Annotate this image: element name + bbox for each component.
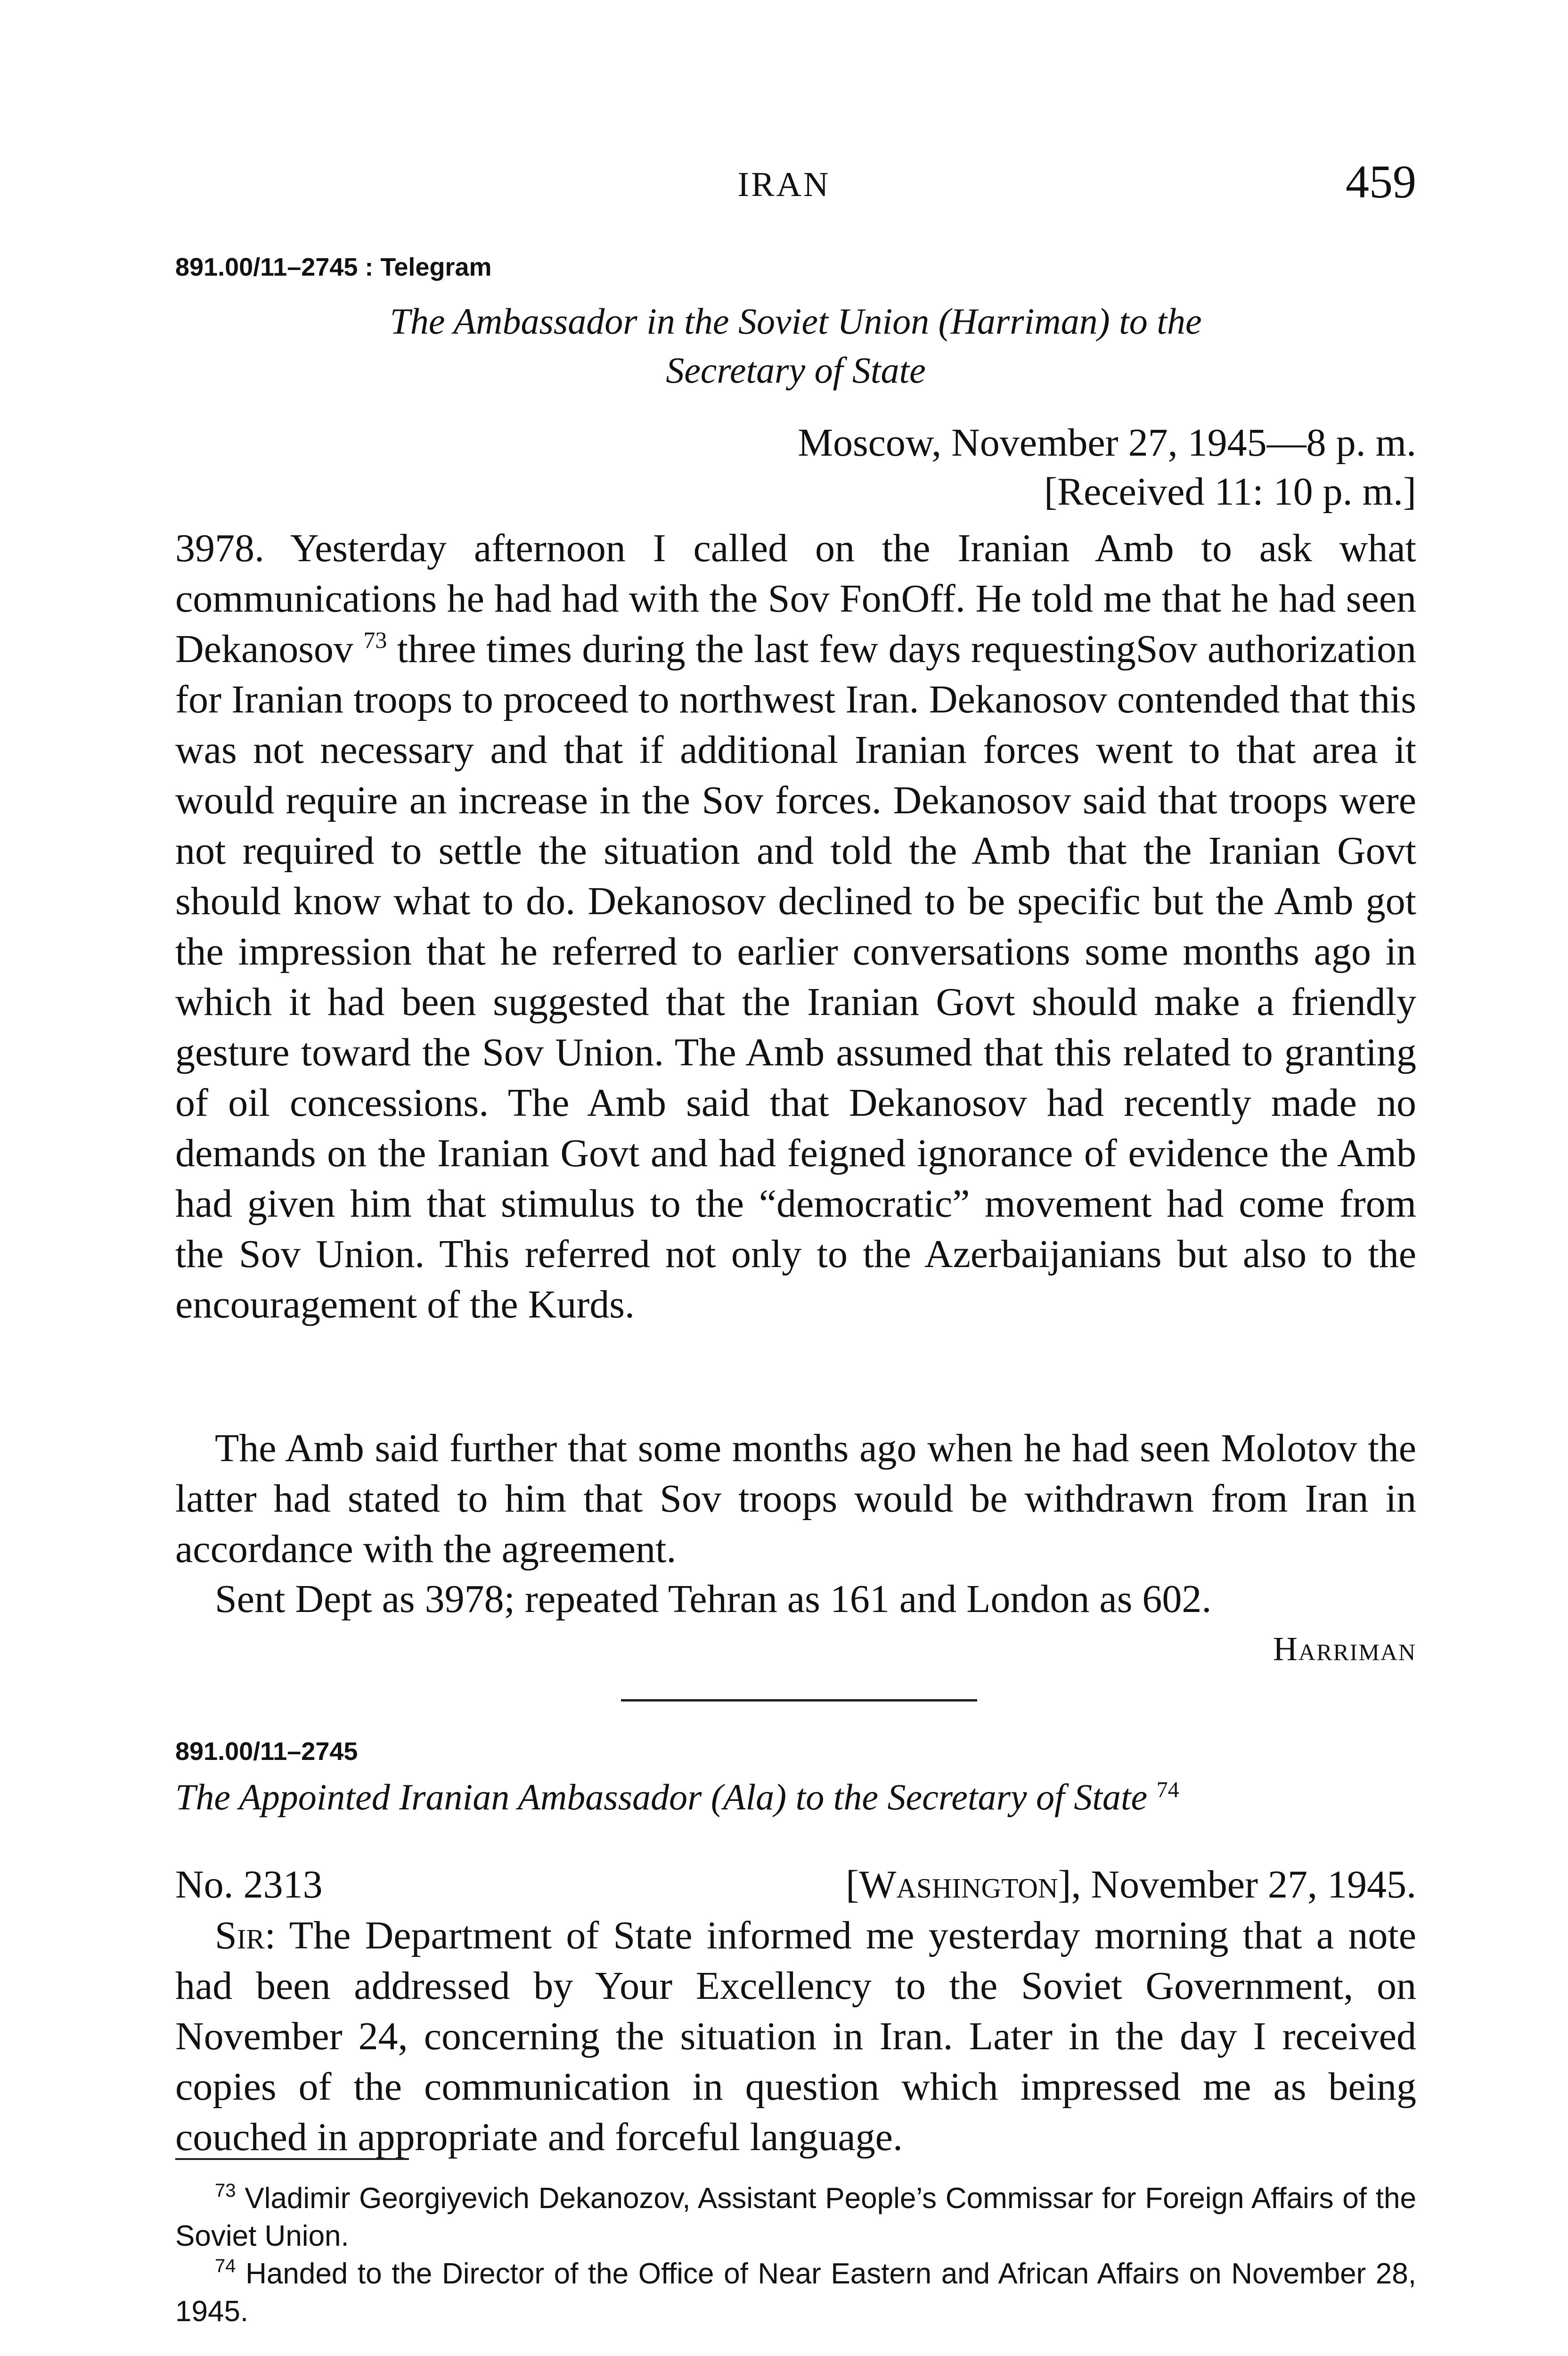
telegram-paragraph-3: Sent Dept as 3978; repeated Tehran as 161 and London as 602. [215,1577,1212,1621]
note-heading [175,1773,1416,1822]
footnote-74 [175,2255,1416,2331]
section-divider [621,1699,977,1702]
note-place-date: [Washington], November 27, 1945. [846,1863,1416,1906]
footnote-rule [175,2158,409,2160]
telegram-received-line: [Received 11: 10 p. m.] [1044,470,1416,514]
telegram-paragraph-1-start: 3978. Yesterday afternoon I called on the Iranian Amb to ask what communications he had had with the Sov FonOff. He told me that he had seen Dekanosov [175,526,1416,671]
telegram-paragraph-2: The Amb said further that some months ago when he had seen Molotov the latter had stated to him that Sov troops would be withdrawn from Iran in accordance with the agreement. [175,1426,1416,1571]
telegram-heading [175,297,1416,395]
footnote-73-text: Vladimir Georgiyevich Dekanozov, Assistant People’s Commissar for Foreign Affairs of the Soviet Union. [175,2182,1416,2252]
telegram-sent-line: Moscow, November 27, 1945—8 p. m. [798,421,1416,465]
telegram-paragraph-1-rest: three times during the last few days requestingSov authorization for Iranian troops to proceed to northwest Iran. Dekanosov contended that this was not necessary and that if additional Iranian forces went to that area it would require an increase in the Sov forces. Dekanosov said that troops were not required to settle the situation and told the Amb that the Iranian Govt should know what to do. Dekanosov declined to be specific but the Amb got the impression that he referred to earlier conversations some months ago in which it had been suggested that the Iranian Govt should make a friendly gesture toward the Sov Union. The Amb assumed that this related to granting of oil concessions. The Amb said that Dekanosov had recently made no demands on the Iranian Govt and had feigned ignorance of evidence the Amb had given him that stimulus to the “democratic” movement had come from the Sov Union. This referred not only to the Azerbaijanians but also to the encouragement of the Kurds. [175,627,1417,1326]
file-reference-telegram: 891.00/11–2745 : Telegram [175,253,492,281]
note-salutation: Sir [215,1914,265,1957]
note-paragraph-1 [175,1910,1416,2162]
note-heading-text: The Appointed Iranian Ambassador (Ala) to the Secretary of State [175,1776,1148,1817]
footnote-ref-73: 73 [363,627,387,653]
footnote-74-marker: 74 [215,2256,236,2276]
note-date: , November 27, 1945. [1071,1863,1416,1906]
footnote-ref-74: 74 [1156,1777,1179,1802]
running-head-title: IRAN [737,165,831,204]
note-number: No. 2313 [175,1863,323,1906]
page-number: 459 [1346,155,1416,208]
telegram-heading-line-1: The Ambassador in the Soviet Union (Harriman) to the [390,301,1202,342]
footnotes [175,2180,1416,2331]
telegram-heading-line-2: Secretary of State [666,350,926,391]
footnote-73 [175,2180,1416,2255]
note-place: Washington [859,1863,1058,1906]
telegram-dateline [798,418,1416,516]
note-paragraph-1-text: : The Department of State informed me yesterday morning that a note had been addressed by Your Excellency to the Soviet Government, on November 24, concerning the situation in Iran. Later in the day I received copies of the communication in question which impressed me as being couched in appropriate and forceful language. [175,1914,1416,2159]
footnote-73-marker: 73 [215,2180,236,2201]
signature-harriman: Harriman [1273,1630,1416,1668]
footnote-74-text: Handed to the Director of the Office of Near Eastern and African Affairs on November 28, 1945. [175,2258,1416,2328]
file-reference-note: 891.00/11–2745 [175,1737,358,1766]
telegram-paragraph-1 [175,523,1416,1330]
